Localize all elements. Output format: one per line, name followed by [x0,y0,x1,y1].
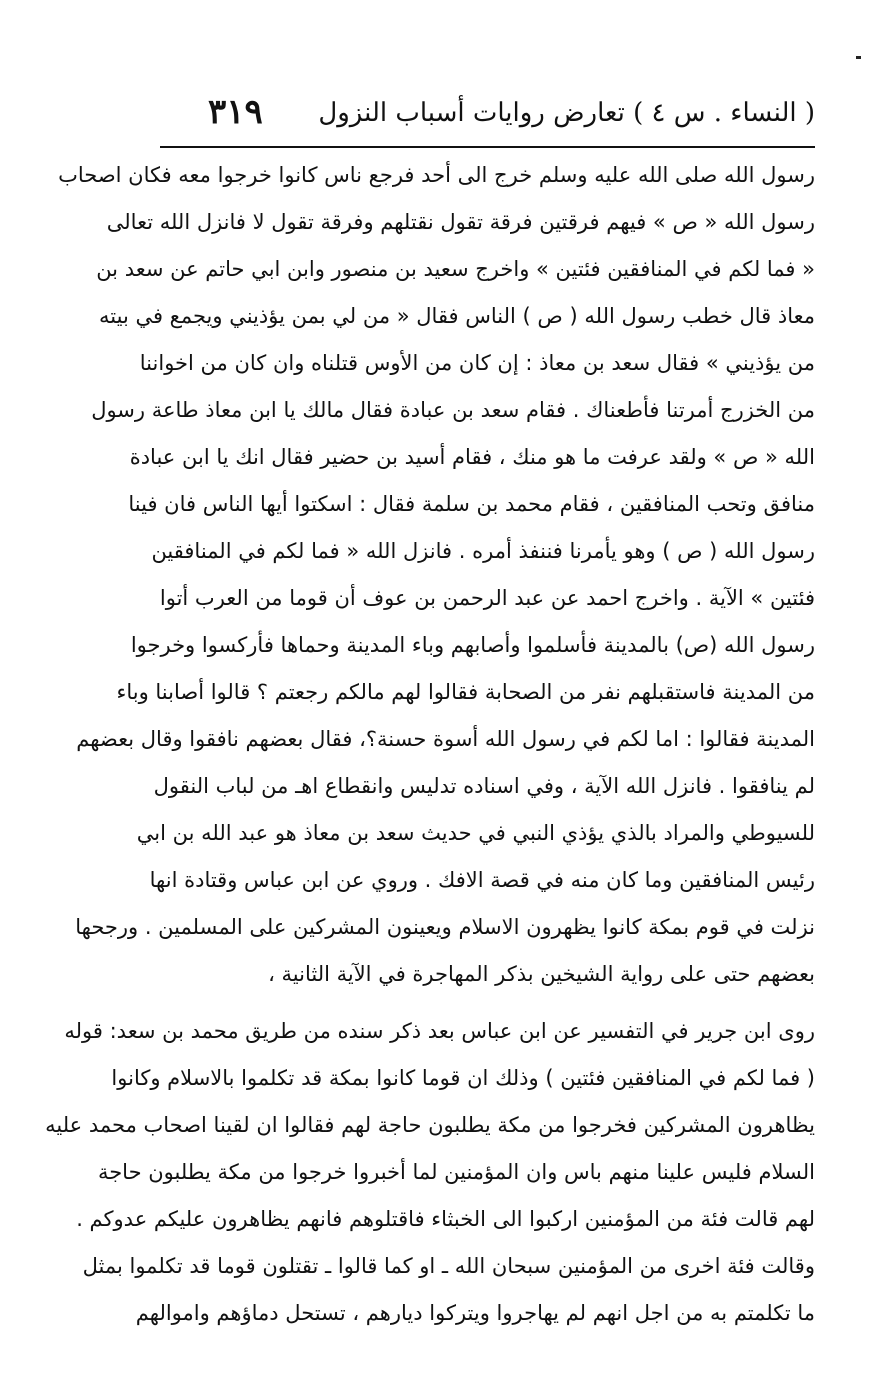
page-number: ٣١٩ [208,92,263,132]
text-line: بعضهم حتى على رواية الشيخين بذكر المهاجرة في الآية الثانية ، [268,962,815,986]
scan-mark [856,56,861,59]
text-line: الله « ص » ولقد عرفت ما هو منك ، فقام أسيد بن حضير فقال انك يا ابن عبادة [129,445,815,469]
header-divider [160,146,815,148]
paragraph-gap [160,998,815,1008]
text-line: رسول الله (ص) بالمدينة فأسلموا وأصابهم وباء المدينة وحماها فأركسوا وخرجوا [130,633,815,657]
text-line: رسول الله « ص » فيهم فرقتين فرقة تقول نقتلهم وفرقة تقول لا فانزل الله تعالى [106,210,815,234]
text-line: رئيس المنافقين وما كان منه في قصة الافك . وروي عن ابن عباس وقتادة انها [149,868,815,892]
text-line: ما تكلمتم به من اجل انهم لم يهاجروا ويتركوا ديارهم ، تستحل دماؤهم واموالهم [135,1301,815,1325]
text-line: معاذ قال خطب رسول الله ( ص ) الناس فقال « من لي بمن يؤذيني ويجمع في بيته [99,304,815,328]
text-line: من المدينة فاستقبلهم نفر من الصحابة فقالوا لهم مالكم رجعتم ؟ قالوا أصابنا وباء [116,680,815,704]
page-header [160,92,815,144]
text-line: وقالت فئة اخرى من المؤمنين سبحان الله ـ او كما قالوا ـ تقتلون قوما قد تكلموا بمثل [82,1254,815,1278]
text-line: ( فما لكم في المنافقين فئتين ) وذلك ان قوما كانوا بمكة قد تكلموا بالاسلام وكانوا [111,1066,815,1090]
text-line: فئتين » الآية . واخرج احمد عن عبد الرحمن بن عوف أن قوما من العرب أتوا [159,586,815,610]
text-line: السلام فليس علينا منهم باس وان المؤمنين لما أخبروا خرجوا من مكة يطلبون حاجة [97,1160,815,1184]
text-line: روى ابن جرير في التفسير عن ابن عباس بعد ذكر سنده من طريق محمد بن سعد: قوله [64,1019,815,1043]
text-line: رسول الله ( ص ) وهو يأمرنا فننفذ أمره . فانزل الله « فما لكم في المنافقين [151,539,815,563]
text-line: « فما لكم في المنافقين فئتين » واخرج سعيد بن منصور وابن ابي حاتم عن سعد بن [96,257,815,281]
text-line: لم ينافقوا . فانزل الله الآية ، وفي اسناده تدليس وانقطاع اهـ من لباب النقول [153,774,815,798]
text-line: رسول الله صلى الله عليه وسلم خرج الى أحد فرجع ناس كانوا خرجوا معه فكان اصحاب [58,163,815,187]
body-text [45,152,815,1337]
text-line: لهم قالت فئة من المؤمنين اركبوا الى الخبثاء فاقتلوهم فانهم يظاهرون عليكم عدوكم . [76,1207,815,1231]
text-line: يظاهرون المشركين فخرجوا من مكة يطلبون حاجة لهم فقالوا ان لقينا اصحاب محمد عليه [45,1113,815,1137]
text-line: من الخزرج أمرتنا فأطعناك . فقام سعد بن عبادة فقال مالك يا ابن معاذ طاعة رسول [91,398,815,422]
text-line: للسيوطي والمراد بالذي يؤذي النبي في حديث سعد بن معاذ هو عبد الله بن ابي [136,821,815,845]
text-line: المدينة فقالوا : اما لكم في رسول الله أسوة حسنة؟، فقال بعضهم نافقوا وقال بعضهم [76,727,815,751]
text-line: نزلت في قوم بمكة كانوا يظهرون الاسلام ويعينون المشركين على المسلمين . ورجحها [75,915,815,939]
text-line: من يؤذيني » فقال سعد بن معاذ : إن كان من الأوس قتلناه وان كان من اخواننا [139,351,815,375]
text-line: منافق وتحب المنافقين ، فقام محمد بن سلمة فقال : اسكتوا أيها الناس فان فينا [128,492,815,516]
running-title: ( النساء . س ٤ ) تعارض روايات أسباب النزول [318,98,815,128]
